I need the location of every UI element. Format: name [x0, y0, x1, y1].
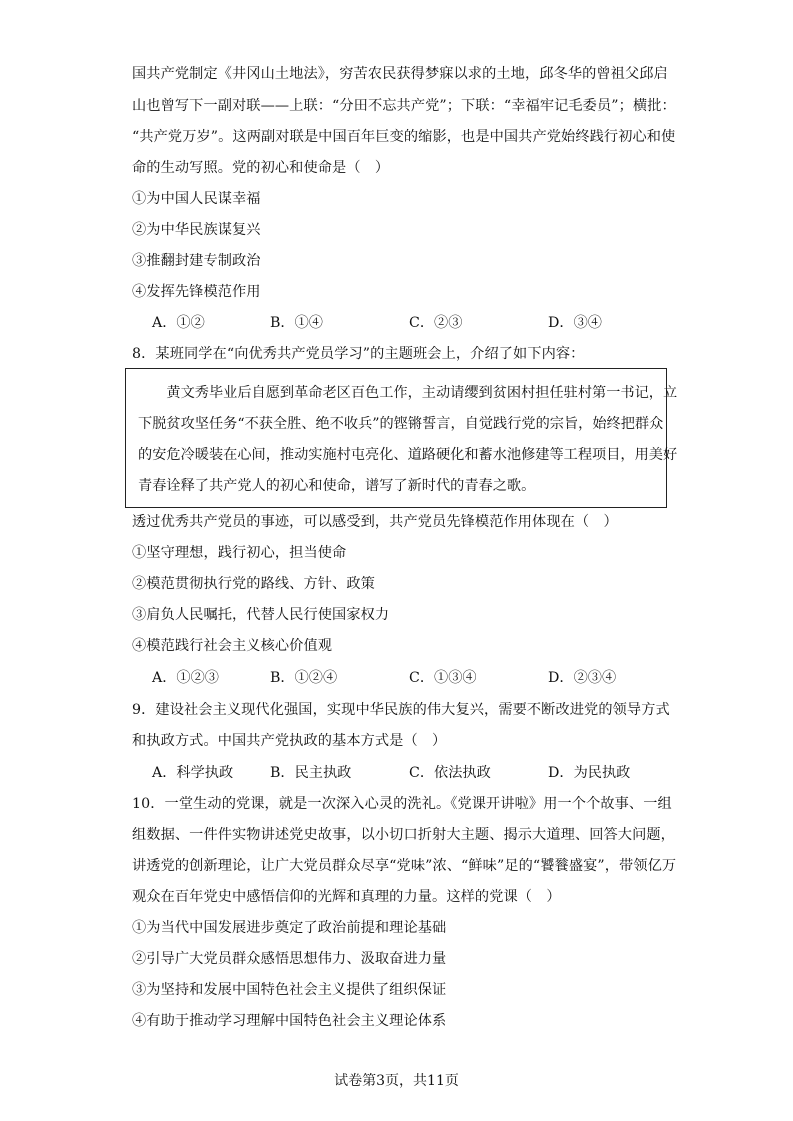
q8-material-line: 的安危冷暖装在心间，推动实施村屯亮化、道路硬化和蓄水池修建等工程项目，用美好: [138, 447, 678, 463]
q7-stem-line: 国共产党制定《井冈山土地法》，穷苦农民获得梦寐以求的土地，邱冬华的曾祖父邱启: [132, 66, 668, 82]
q10-statement: ④有助于推动学习理解中国特色社会主义理论体系: [132, 1013, 447, 1029]
q8-material-line: 青春诠释了共产党人的初心和使命，谱写了新时代的青春之歌。: [138, 478, 536, 494]
q9-option-c: C．依法执政: [409, 765, 491, 781]
q8-material-box: [125, 368, 678, 508]
q7-option-b: B．①④: [270, 315, 323, 331]
q8-statement: ④模范践行社会主义核心价值观: [132, 638, 333, 654]
q8-statement: ①坚守理想，践行初心，担当使命: [132, 545, 347, 561]
q9-stem-line: 9．建设社会主义现代化强国，实现中华民族的伟大复兴，需要不断改进党的领导方式: [132, 702, 670, 718]
q7-option-a: A．①②: [152, 315, 205, 331]
q9-option-d: D．为民执政: [548, 765, 631, 781]
q7-stem-line: 命的生动写照。党的初心和使命是（ ）: [132, 160, 390, 176]
q8-option-d: D．②③④: [548, 670, 617, 686]
q10-stem-line: 讲透党的创新理论，让广大党员群众尽享“党味”浓、“鲜味”足的“饕餮盛宴”，带领亿万: [132, 858, 677, 874]
q8-option-a: A．①②③: [152, 670, 219, 686]
q7-statement: ②为中华民族谋复兴: [132, 222, 261, 238]
q8-stem: 8．某班同学在“向优秀共产党员学习”的主题班会上，介绍了如下内容：: [132, 346, 585, 362]
q7-statement: ①为中国人民谋幸福: [132, 191, 261, 207]
q8-statement: ②模范贯彻执行党的路线、方针、政策: [132, 576, 375, 592]
q7-stem-line: “共产党万岁”。这两副对联是中国百年巨变的缩影，也是中国共产党始终践行初心和使: [132, 129, 676, 145]
q7-stem-line: 山也曾写下一副对联——上联：“分田不忘共产党”；下联：“幸福牢记毛委员”；横批：: [132, 98, 676, 114]
q10-statement: ①为当代中国发展进步奠定了政治前提和理论基础: [132, 920, 447, 936]
q9-stem-line: 和执政方式。中国共产党执政的基本方式是（ ）: [132, 733, 447, 749]
q7-option-c: C．②③: [409, 315, 463, 331]
q7-statement: ④发挥先锋模范作用: [132, 284, 261, 300]
q8-question: 透过优秀共产党员的事迹，可以感受到，共产党员先锋模范作用体现在（ ）: [132, 514, 618, 530]
q10-stem-line: 10．一堂生动的党课，就是一次深入心灵的洗礼。《党课开讲啦》用一个个故事、一组: [132, 796, 672, 812]
q8-material-line: 黄文秀毕业后自愿到革命老区百色工作，主动请缨到贫困村担任驻村第一书记，立: [138, 385, 678, 401]
q7-statement: ③推翻封建专制政治: [132, 253, 261, 269]
q10-stem-line: 组数据、一件件实物讲述党史故事，以小切口折射大主题、揭示大道理、回答大问题，: [132, 827, 675, 843]
q10-statement: ②引导广大党员群众感悟思想伟力、汲取奋进力量: [132, 951, 447, 967]
q10-stem-line: 观众在百年党史中感悟信仰的光辉和真理的力量。这样的党课（ ）: [132, 889, 561, 905]
q8-option-b: B．①②④: [270, 670, 338, 686]
q9-option-b: B．民主执政: [270, 765, 352, 781]
q9-option-a: A．科学执政: [152, 765, 234, 781]
page-footer: 试卷第3页，共11页: [334, 1073, 459, 1089]
q8-material-line: 下脱贫攻坚任务“不获全胜、绝不收兵”的铿锵誓言，自觉践行党的宗旨，始终把群众: [138, 416, 664, 432]
q8-statement: ③肩负人民嘱托，代替人民行使国家权力: [132, 607, 390, 623]
q10-statement: ③为坚持和发展中国特色社会主义提供了组织保证: [132, 982, 447, 998]
q7-option-d: D．③④: [548, 315, 602, 331]
q8-option-c: C．①③④: [409, 670, 477, 686]
